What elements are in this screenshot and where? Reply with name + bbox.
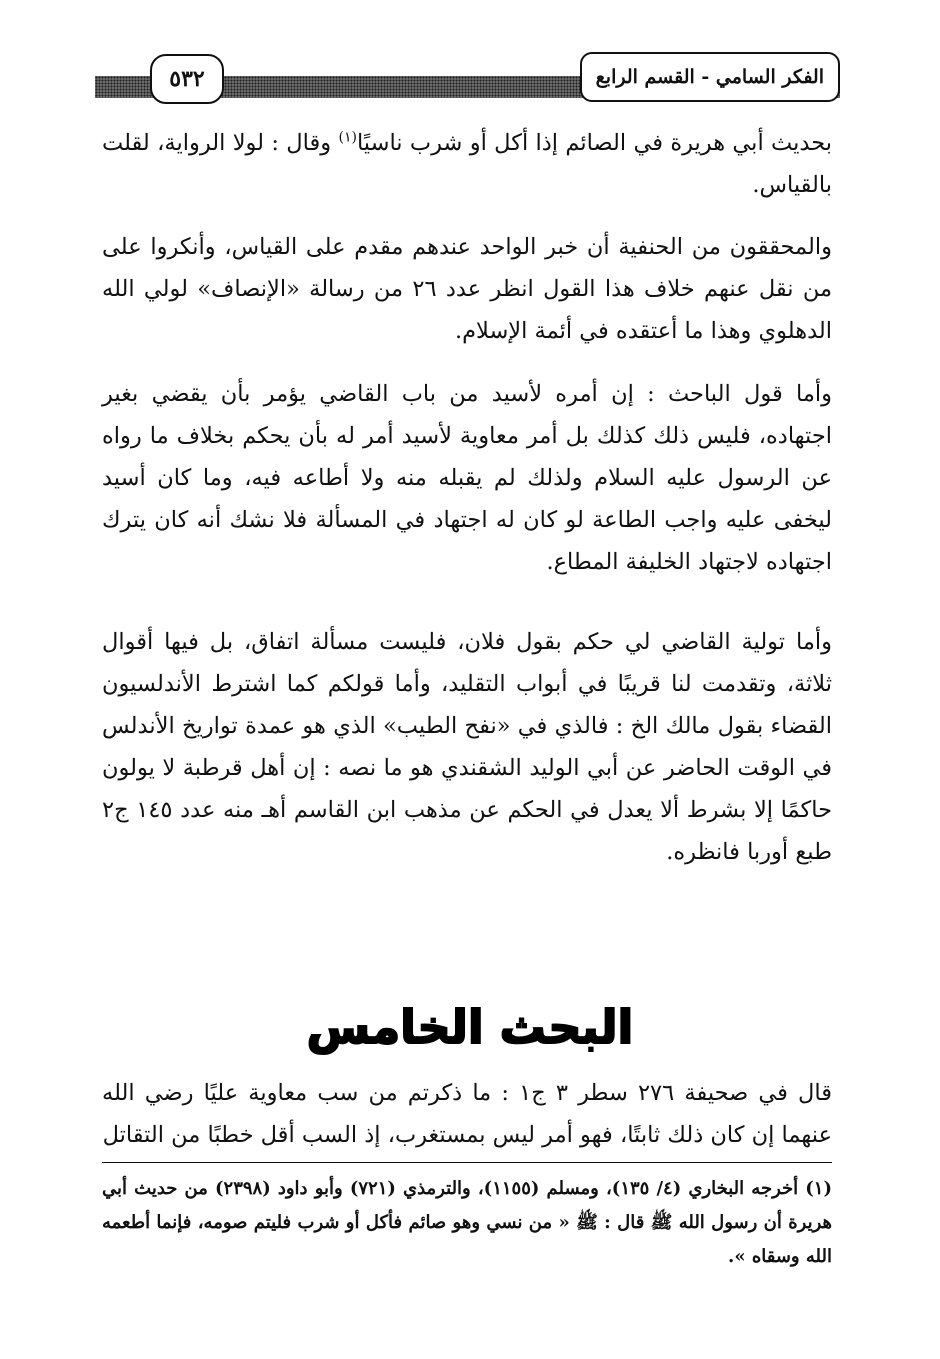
- paragraph-2-text: والمحققون من الحنفية أن خبر الواحد عندهم مقدم على القياس، وأنكروا على من نقل عنهم خلاف هذا القول انظر عدد ٢٦ من رسالة «الإنصاف» لولي الله الدهلوي وهذا ما أعتقده في أئمة الإسلام.: [102, 234, 832, 344]
- running-header-title: الفكر السامي - القسم الرابع: [580, 52, 840, 102]
- paragraph-2: [102, 226, 832, 352]
- footnote-separator: [102, 1162, 832, 1163]
- section-heading-text: البحث الخامس: [306, 1000, 634, 1054]
- footnote-1: (١) أخرجه البخاري (٤/ ١٣٥)، ومسلم (١١٥٥)، والترمذي (٧٢١) وأبو داود (٢٣٩٨) من حديث أبي هريرة أن رسول الله ﷺ قال : ﷺ « من نسي وهو صائم فأكل أو شرب فليتم صومه، فإنما أطعمه الله وسقاه ».: [102, 1178, 832, 1267]
- paragraph-5: [102, 1072, 832, 1156]
- paragraph-1-text-start: بحديث أبي هريرة في الصائم إذا أكل أو شرب ناسيًا: [356, 130, 832, 156]
- page-number: ٥٣٢: [150, 54, 224, 104]
- paragraph-4-text: وأما تولية القاضي لي حكم بقول فلان، فليست مسألة اتفاق، بل فيها أقوال ثلاثة، وتقدمت لنا قريبًا في أبواب التقليد، وأما قولكم كما اشترط الأندلسيون القضاء بقول مالك الخ : فالذي في «نفح الطيب» الذي هو عمدة تواريخ الأندلس في الوقت الحاضر عن أبي الوليد الشقندي هو ما نصه : إن أهل قرطبة لا يولون حاكمًا إلا بشرط ألا يعدل في الحكم عن مذهب ابن القاسم أهـ منه عدد ١٤٥ ج٢ طبع أوربا فانظره.: [102, 629, 832, 865]
- footnote-reference: (١): [338, 129, 357, 146]
- paragraph-5-text: قال في صحيفة ٢٧٦ سطر ٣ ج١ : ما ذكرتم من سب معاوية عليًا رضي الله عنهما إن كان ذلك ثابتًا، فهو أمر ليس بمستغرب، إذ السب أقل خطبًا من التقاتل: [102, 1080, 832, 1148]
- paragraph-4: [102, 621, 832, 873]
- paragraph-3-text: وأما قول الباحث : إن أمره لأسيد من باب القاضي يؤمر بأن يقضي بغير اجتهاده، فليس ذلك كذلك بل أمر معاوية لأسيد أمر له بأن يحكم بخلاف ما رواه عن الرسول عليه السلام ولذلك لم يقبله منه ولا أطاعه فيه، وما كان أسيد ليخفى عليه واجب الطاعة لو كان له اجتهاد في المسألة فلا نشك أنه كان يترك اجتهاده لاجتهاد الخليفة المطاع.: [102, 381, 832, 575]
- paragraph-3: [102, 373, 832, 583]
- section-heading: [0, 1000, 940, 1054]
- footnotes: [102, 1172, 832, 1274]
- paragraph-1-text-end: وقال : لولا الرواية، لقلت بالقياس.: [102, 130, 832, 198]
- paragraph-1: [102, 122, 832, 206]
